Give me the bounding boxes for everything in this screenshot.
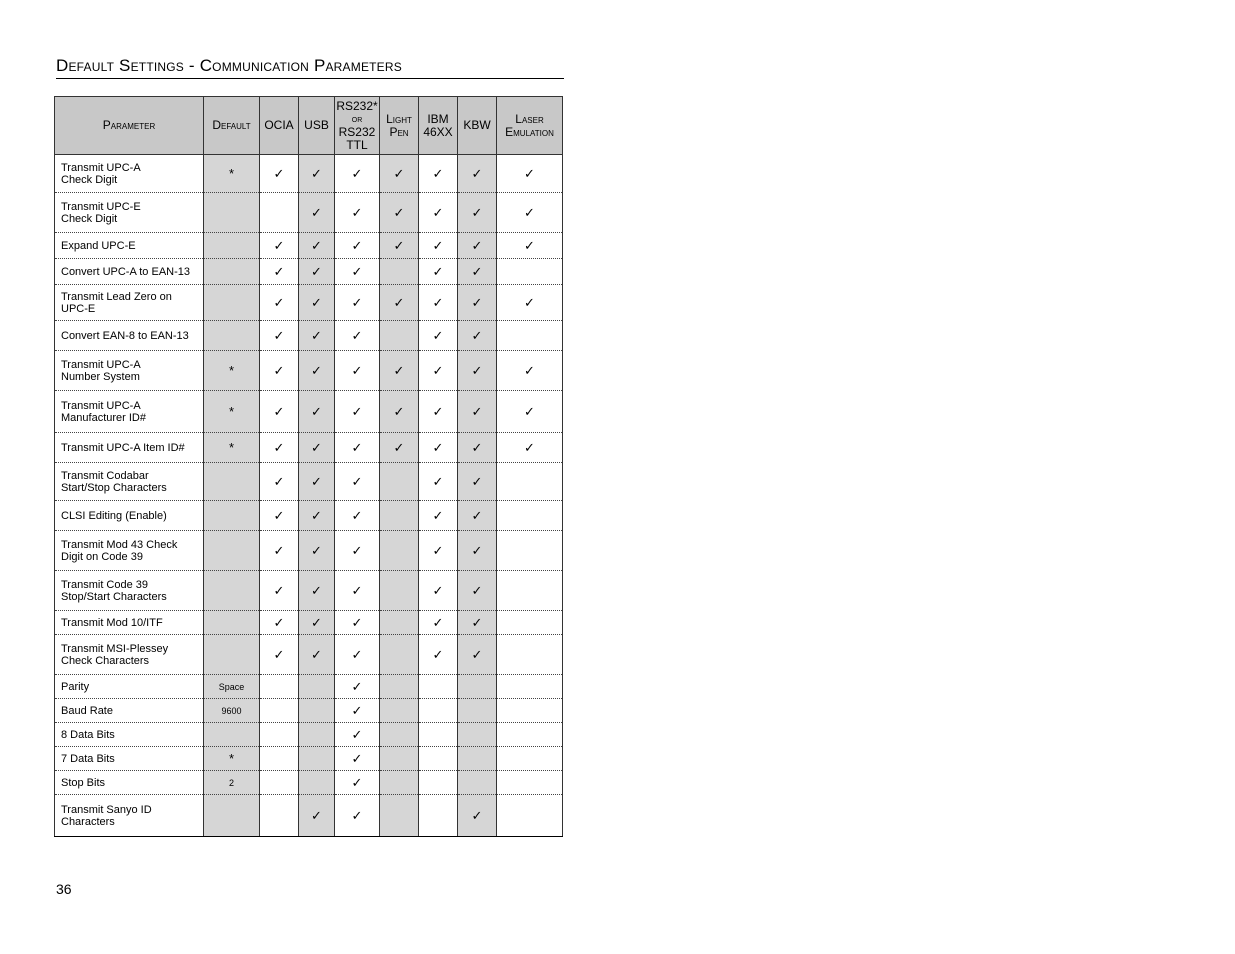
- empty-cell: [380, 321, 419, 351]
- default-value-cell: *: [204, 351, 260, 391]
- check-mark-icon: ✓: [260, 351, 299, 391]
- check-mark-icon: ✓: [260, 321, 299, 351]
- empty-cell: [380, 259, 419, 285]
- column-header-rs232-line1: RS232*: [336, 98, 378, 113]
- empty-cell: [497, 531, 563, 571]
- empty-cell: [419, 771, 458, 795]
- parameter-name-cell: [55, 351, 204, 391]
- empty-cell: [299, 723, 335, 747]
- check-mark-icon: ✓: [260, 433, 299, 463]
- check-mark-icon: ✓: [335, 723, 380, 747]
- parameter-name-line: Transmit Mod 43 Check: [61, 538, 178, 551]
- empty-cell: [260, 795, 299, 837]
- parameter-name-line: Number System: [61, 370, 140, 383]
- check-mark-icon: ✓: [335, 351, 380, 391]
- empty-cell: [380, 699, 419, 723]
- check-mark-icon: ✓: [380, 155, 419, 193]
- check-mark-icon: ✓: [260, 233, 299, 259]
- parameter-name-line: Transmit Mod 10/ITF: [61, 616, 163, 629]
- parameter-name-line: Stop Bits: [61, 776, 106, 789]
- parameter-name-line: CLSI Editing (Enable): [61, 509, 167, 522]
- parameter-name-cell: [55, 635, 204, 675]
- empty-cell: [380, 723, 419, 747]
- check-mark-icon: ✓: [260, 531, 299, 571]
- parameter-name-line: 7 Data Bits: [61, 752, 115, 765]
- empty-cell: [458, 699, 497, 723]
- check-mark-icon: ✓: [335, 571, 380, 611]
- parameter-name-line: Transmit UPC-A: [61, 161, 141, 174]
- check-mark-icon: ✓: [335, 233, 380, 259]
- check-mark-icon: ✓: [380, 285, 419, 321]
- check-mark-icon: ✓: [419, 155, 458, 193]
- table-row: [55, 321, 563, 351]
- empty-cell: [497, 611, 563, 635]
- check-mark-icon: ✓: [419, 285, 458, 321]
- table-row: [55, 351, 563, 391]
- check-mark-icon: ✓: [458, 611, 497, 635]
- check-mark-icon: ✓: [458, 233, 497, 259]
- empty-cell: [497, 259, 563, 285]
- parameter-name-line: Characters: [61, 815, 115, 828]
- default-value-cell: [204, 571, 260, 611]
- check-mark-icon: ✓: [299, 501, 335, 531]
- check-mark-icon: ✓: [419, 611, 458, 635]
- parameter-name-cell: [55, 433, 204, 463]
- empty-cell: [419, 723, 458, 747]
- parameter-name-cell: [55, 699, 204, 723]
- parameter-name-cell: [55, 611, 204, 635]
- empty-cell: [497, 571, 563, 611]
- table-row: [55, 723, 563, 747]
- default-value-cell: [204, 285, 260, 321]
- empty-cell: [260, 675, 299, 699]
- parameter-name-line: Digit on Code 39: [61, 550, 143, 563]
- empty-cell: [497, 463, 563, 501]
- table-row: [55, 193, 563, 233]
- parameter-name-cell: [55, 193, 204, 233]
- empty-cell: [458, 723, 497, 747]
- empty-cell: [260, 771, 299, 795]
- check-mark-icon: ✓: [335, 699, 380, 723]
- check-mark-icon: ✓: [458, 351, 497, 391]
- default-value-cell: 2: [204, 771, 260, 795]
- parameter-name-line: Parity: [61, 680, 90, 693]
- check-mark-icon: ✓: [497, 285, 563, 321]
- check-mark-icon: ✓: [299, 463, 335, 501]
- empty-cell: [260, 193, 299, 233]
- check-mark-icon: ✓: [299, 391, 335, 433]
- column-header-laser-line1: Laser: [515, 111, 544, 126]
- empty-cell: [419, 675, 458, 699]
- parameter-name-line: Expand UPC-E: [61, 239, 136, 252]
- empty-cell: [380, 463, 419, 501]
- table-row: [55, 771, 563, 795]
- table-header-row: [55, 97, 563, 155]
- check-mark-icon: ✓: [419, 193, 458, 233]
- column-header-ocia: OCIA: [260, 97, 299, 155]
- default-value-cell: [204, 501, 260, 531]
- table-row: [55, 531, 563, 571]
- check-mark-icon: ✓: [260, 463, 299, 501]
- parameter-name-line: Manufacturer ID#: [61, 411, 146, 424]
- check-mark-icon: ✓: [260, 259, 299, 285]
- default-value-cell: *: [204, 747, 260, 771]
- check-mark-icon: ✓: [335, 501, 380, 531]
- default-value-cell: [204, 795, 260, 837]
- column-header-light-pen-line1: Light: [386, 111, 412, 126]
- check-mark-icon: ✓: [380, 391, 419, 433]
- column-header-ibm-line2: 46XX: [423, 124, 453, 139]
- table-row: [55, 501, 563, 531]
- page-title: Default Settings - Communication Parameters: [56, 56, 564, 79]
- table-row: [55, 391, 563, 433]
- parameter-name-line: Check Digit: [61, 212, 118, 225]
- default-value-cell: *: [204, 391, 260, 433]
- check-mark-icon: ✓: [260, 611, 299, 635]
- parameter-name-line: Start/Stop Characters: [61, 481, 167, 494]
- check-mark-icon: ✓: [380, 193, 419, 233]
- check-mark-icon: ✓: [419, 463, 458, 501]
- table-row: [55, 795, 563, 837]
- check-mark-icon: ✓: [458, 193, 497, 233]
- empty-cell: [419, 795, 458, 837]
- check-mark-icon: ✓: [335, 531, 380, 571]
- parameter-name-cell: [55, 675, 204, 699]
- empty-cell: [497, 747, 563, 771]
- parameter-name-cell: [55, 531, 204, 571]
- empty-cell: [497, 795, 563, 837]
- parameter-name-cell: [55, 771, 204, 795]
- column-header-parameter: Parameter: [55, 97, 204, 155]
- parameter-name-cell: [55, 463, 204, 501]
- default-value-cell: [204, 259, 260, 285]
- check-mark-icon: ✓: [335, 463, 380, 501]
- empty-cell: [497, 501, 563, 531]
- check-mark-icon: ✓: [458, 795, 497, 837]
- check-mark-icon: ✓: [419, 635, 458, 675]
- column-header-light-pen: [380, 97, 419, 155]
- parameter-name-cell: [55, 501, 204, 531]
- check-mark-icon: ✓: [497, 233, 563, 259]
- check-mark-icon: ✓: [335, 611, 380, 635]
- default-value-cell: *: [204, 433, 260, 463]
- default-value-cell: [204, 233, 260, 259]
- check-mark-icon: ✓: [299, 795, 335, 837]
- column-header-rs232: [335, 97, 380, 155]
- check-mark-icon: ✓: [335, 433, 380, 463]
- column-header-usb: USB: [299, 97, 335, 155]
- check-mark-icon: ✓: [335, 391, 380, 433]
- table-row: [55, 155, 563, 193]
- check-mark-icon: ✓: [299, 321, 335, 351]
- column-header-ibm: [419, 97, 458, 155]
- table-row: [55, 433, 563, 463]
- check-mark-icon: ✓: [419, 391, 458, 433]
- check-mark-icon: ✓: [419, 259, 458, 285]
- table-body: [55, 155, 563, 837]
- check-mark-icon: ✓: [419, 571, 458, 611]
- check-mark-icon: ✓: [260, 285, 299, 321]
- check-mark-icon: ✓: [335, 795, 380, 837]
- table-row: [55, 571, 563, 611]
- check-mark-icon: ✓: [335, 321, 380, 351]
- column-header-rs232-line2: or: [351, 113, 363, 125]
- parameter-name-cell: [55, 155, 204, 193]
- empty-cell: [299, 747, 335, 771]
- empty-cell: [299, 771, 335, 795]
- check-mark-icon: ✓: [260, 571, 299, 611]
- default-value-cell: [204, 463, 260, 501]
- check-mark-icon: ✓: [335, 193, 380, 233]
- check-mark-icon: ✓: [335, 285, 380, 321]
- empty-cell: [497, 635, 563, 675]
- check-mark-icon: ✓: [260, 391, 299, 433]
- empty-cell: [260, 699, 299, 723]
- table-row: [55, 463, 563, 501]
- parameter-name-line: Check Digit: [61, 173, 118, 186]
- check-mark-icon: ✓: [299, 259, 335, 285]
- check-mark-icon: ✓: [458, 463, 497, 501]
- table-row: [55, 259, 563, 285]
- empty-cell: [260, 747, 299, 771]
- empty-cell: [419, 747, 458, 771]
- empty-cell: [497, 723, 563, 747]
- check-mark-icon: ✓: [419, 351, 458, 391]
- check-mark-icon: ✓: [299, 635, 335, 675]
- empty-cell: [380, 675, 419, 699]
- parameter-name-line: Transmit UPC-E: [61, 200, 141, 213]
- parameter-name-line: Check Characters: [61, 654, 150, 667]
- empty-cell: [458, 747, 497, 771]
- parameter-name-cell: [55, 259, 204, 285]
- parameter-name-line: Transmit UPC-A: [61, 358, 141, 371]
- check-mark-icon: ✓: [299, 571, 335, 611]
- page-number: 36: [56, 881, 72, 897]
- empty-cell: [497, 771, 563, 795]
- parameter-name-cell: [55, 723, 204, 747]
- empty-cell: [497, 321, 563, 351]
- default-value-cell: Space: [204, 675, 260, 699]
- parameter-name-line: Baud Rate: [61, 704, 113, 717]
- default-value-cell: *: [204, 155, 260, 193]
- empty-cell: [458, 771, 497, 795]
- empty-cell: [458, 675, 497, 699]
- table-row: [55, 675, 563, 699]
- check-mark-icon: ✓: [380, 433, 419, 463]
- parameter-name-line: Transmit MSI-Plessey: [61, 642, 169, 655]
- communication-parameters-table: [54, 96, 563, 837]
- table-row: [55, 747, 563, 771]
- column-header-kbw: KBW: [458, 97, 497, 155]
- empty-cell: [380, 795, 419, 837]
- check-mark-icon: ✓: [260, 635, 299, 675]
- check-mark-icon: ✓: [335, 635, 380, 675]
- check-mark-icon: ✓: [497, 351, 563, 391]
- check-mark-icon: ✓: [419, 433, 458, 463]
- column-header-laser-line2: Emulation: [505, 124, 554, 139]
- check-mark-icon: ✓: [299, 155, 335, 193]
- empty-cell: [419, 699, 458, 723]
- empty-cell: [380, 611, 419, 635]
- empty-cell: [380, 771, 419, 795]
- empty-cell: [497, 699, 563, 723]
- check-mark-icon: ✓: [458, 285, 497, 321]
- parameter-name-cell: [55, 795, 204, 837]
- parameter-name-cell: [55, 571, 204, 611]
- check-mark-icon: ✓: [299, 351, 335, 391]
- check-mark-icon: ✓: [458, 571, 497, 611]
- check-mark-icon: ✓: [497, 193, 563, 233]
- check-mark-icon: ✓: [419, 233, 458, 259]
- check-mark-icon: ✓: [419, 501, 458, 531]
- parameter-name-cell: [55, 391, 204, 433]
- parameter-name-line: Transmit UPC-A Item ID#: [61, 441, 185, 454]
- parameter-name-line: Transmit Code 39: [61, 578, 149, 591]
- parameter-name-line: Transmit Codabar: [61, 469, 149, 482]
- parameter-name-cell: [55, 321, 204, 351]
- column-header-ibm-line1: IBM: [427, 111, 449, 126]
- check-mark-icon: ✓: [497, 155, 563, 193]
- check-mark-icon: ✓: [458, 391, 497, 433]
- default-value-cell: [204, 321, 260, 351]
- parameter-name-line: Convert UPC-A to EAN-13: [61, 265, 190, 278]
- empty-cell: [380, 747, 419, 771]
- table-row: [55, 285, 563, 321]
- default-value-cell: 9600: [204, 699, 260, 723]
- check-mark-icon: ✓: [299, 611, 335, 635]
- parameter-name-line: Transmit Sanyo ID: [61, 803, 152, 816]
- table-row: [55, 635, 563, 675]
- check-mark-icon: ✓: [458, 259, 497, 285]
- column-header-rs232-line4: TTL: [346, 137, 368, 152]
- check-mark-icon: ✓: [335, 771, 380, 795]
- parameter-name-line: Stop/Start Characters: [61, 590, 167, 603]
- check-mark-icon: ✓: [335, 155, 380, 193]
- parameter-name-line: 8 Data Bits: [61, 728, 115, 741]
- empty-cell: [380, 571, 419, 611]
- empty-cell: [299, 699, 335, 723]
- parameter-name-cell: [55, 285, 204, 321]
- check-mark-icon: ✓: [458, 155, 497, 193]
- check-mark-icon: ✓: [458, 321, 497, 351]
- parameter-name-line: Convert EAN-8 to EAN-13: [61, 329, 189, 342]
- parameter-name-line: Transmit Lead Zero on: [61, 290, 172, 303]
- table-row: [55, 233, 563, 259]
- check-mark-icon: ✓: [380, 351, 419, 391]
- check-mark-icon: ✓: [497, 433, 563, 463]
- default-value-cell: [204, 611, 260, 635]
- check-mark-icon: ✓: [299, 531, 335, 571]
- check-mark-icon: ✓: [335, 259, 380, 285]
- column-header-default: Default: [204, 97, 260, 155]
- check-mark-icon: ✓: [458, 501, 497, 531]
- empty-cell: [299, 675, 335, 699]
- empty-cell: [497, 675, 563, 699]
- empty-cell: [260, 723, 299, 747]
- check-mark-icon: ✓: [299, 433, 335, 463]
- parameter-name-line: Transmit UPC-A: [61, 399, 141, 412]
- check-mark-icon: ✓: [419, 321, 458, 351]
- check-mark-icon: ✓: [260, 501, 299, 531]
- check-mark-icon: ✓: [497, 391, 563, 433]
- column-header-light-pen-line2: Pen: [389, 124, 409, 139]
- check-mark-icon: ✓: [299, 233, 335, 259]
- check-mark-icon: ✓: [380, 233, 419, 259]
- default-value-cell: [204, 635, 260, 675]
- check-mark-icon: ✓: [260, 155, 299, 193]
- parameter-name-cell: [55, 233, 204, 259]
- check-mark-icon: ✓: [458, 635, 497, 675]
- table-row: [55, 699, 563, 723]
- table-row: [55, 611, 563, 635]
- empty-cell: [380, 501, 419, 531]
- check-mark-icon: ✓: [458, 531, 497, 571]
- empty-cell: [380, 531, 419, 571]
- check-mark-icon: ✓: [299, 193, 335, 233]
- empty-cell: [380, 635, 419, 675]
- column-header-laser-emulation: [497, 97, 563, 155]
- default-value-cell: [204, 193, 260, 233]
- column-header-rs232-line3: RS232: [338, 124, 376, 139]
- check-mark-icon: ✓: [335, 747, 380, 771]
- check-mark-icon: ✓: [419, 531, 458, 571]
- default-value-cell: [204, 531, 260, 571]
- parameter-name-line: UPC-E: [61, 302, 96, 315]
- check-mark-icon: ✓: [299, 285, 335, 321]
- default-value-cell: [204, 723, 260, 747]
- check-mark-icon: ✓: [335, 675, 380, 699]
- parameter-name-cell: [55, 747, 204, 771]
- check-mark-icon: ✓: [458, 433, 497, 463]
